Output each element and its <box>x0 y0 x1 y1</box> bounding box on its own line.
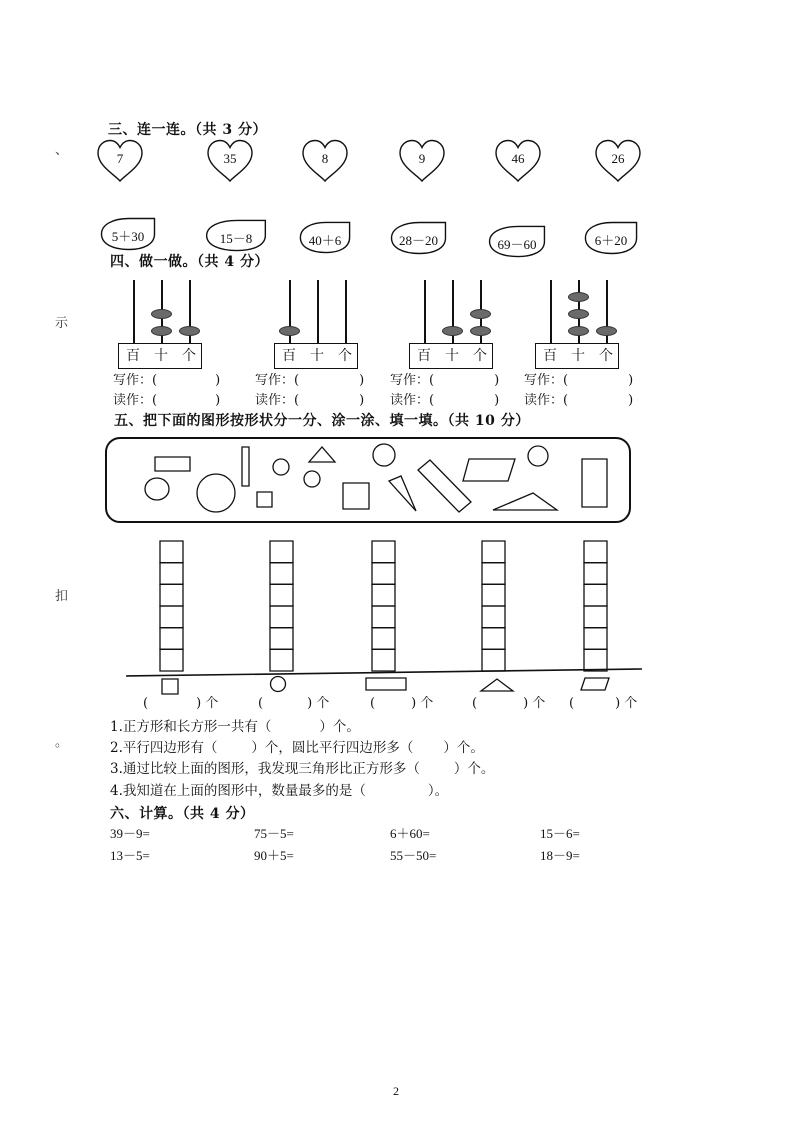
triangle-shape[interactable] <box>389 476 416 511</box>
place-label-tens: 十 <box>571 348 585 364</box>
section-title: 四、做一做。（共 4 分） <box>110 254 269 270</box>
question <box>110 761 494 777</box>
abacus-bead <box>568 292 589 302</box>
tally-cell[interactable] <box>584 649 607 671</box>
abacus-rod-tens <box>317 280 319 343</box>
heart-number: 7 <box>116 151 124 166</box>
abacus-bead <box>568 326 589 336</box>
tally-cell[interactable] <box>584 584 607 606</box>
tally-cell[interactable] <box>482 541 505 563</box>
shape-count-blank[interactable] <box>569 696 637 712</box>
abacus-bead <box>279 326 300 336</box>
question-text: ）个。 <box>443 740 484 756</box>
abacus-bead <box>596 326 617 336</box>
blank-open: ( <box>143 696 149 711</box>
tally-cell[interactable] <box>160 584 183 606</box>
question-text: 2.平行四边形有（ <box>110 740 218 756</box>
place-label-ones: 个 <box>182 348 196 364</box>
tally-cell[interactable] <box>160 541 183 563</box>
read-answer-line[interactable] <box>255 393 364 409</box>
abacus-rod-hundreds <box>550 280 552 343</box>
tally-cell[interactable] <box>372 628 395 650</box>
tally-cell[interactable] <box>482 649 505 671</box>
tally-cell[interactable] <box>482 584 505 606</box>
tally-cell[interactable] <box>372 649 395 671</box>
paren-close: ) <box>359 373 365 388</box>
abacus-rod-ones <box>345 280 347 343</box>
place-label-tens: 十 <box>310 348 324 364</box>
heart-number: 46 <box>511 151 525 166</box>
blank-open: ( <box>569 696 575 711</box>
abacus-bead <box>568 309 589 319</box>
question <box>110 740 484 756</box>
write-answer-line[interactable] <box>255 373 364 389</box>
shape-count-blank[interactable] <box>472 696 545 712</box>
blank-close: ) 个 <box>523 696 546 711</box>
margin-fragment-text: 、 <box>55 143 69 158</box>
triangle-shape[interactable] <box>493 493 557 510</box>
read-answer-line[interactable] <box>113 393 220 409</box>
place-value-box <box>274 343 358 369</box>
tally-columns <box>160 541 607 671</box>
expression-card[interactable] <box>390 221 447 255</box>
tally-cell[interactable] <box>372 563 395 585</box>
tally-cell[interactable] <box>482 606 505 628</box>
heart-card[interactable] <box>96 139 144 183</box>
abacus <box>118 278 202 369</box>
tally-cell[interactable] <box>160 628 183 650</box>
expression-card[interactable] <box>205 219 267 252</box>
expression-text: 40＋6 <box>308 232 342 248</box>
read-label: 读作：( <box>524 393 569 408</box>
question-text: 3.通过比较上面的图形，我发现三角形比正方形多（ <box>110 761 420 777</box>
blank-open: ( <box>472 696 478 711</box>
calc-problem[interactable]: 55－50= <box>390 848 437 863</box>
margin-fragment <box>55 316 69 332</box>
place-label-hundreds: 百 <box>543 348 557 364</box>
abacus-bead <box>470 326 491 336</box>
question-text: 1.正方形和长方形一共有（ <box>110 719 272 735</box>
write-answer-line[interactable] <box>113 373 220 389</box>
tally-cell[interactable] <box>160 563 183 585</box>
place-label-tens: 十 <box>445 348 459 364</box>
tally-cell[interactable] <box>584 541 607 563</box>
tally-cell[interactable] <box>160 606 183 628</box>
heart-card[interactable] <box>494 139 542 183</box>
margin-fragment <box>55 589 69 605</box>
place-value-box <box>118 343 202 369</box>
blank-open: ( <box>258 696 264 711</box>
margin-fragment <box>55 735 69 751</box>
place-label-ones: 个 <box>338 348 352 364</box>
circle-shape[interactable] <box>145 478 169 500</box>
paren-close: ) <box>215 393 221 408</box>
square-shape[interactable] <box>343 483 369 509</box>
heart-card[interactable] <box>398 139 446 183</box>
calc-problem[interactable]: 39－9= <box>110 826 150 841</box>
baseline <box>126 669 642 676</box>
question-text: 4.我知道在上面的图形中，数量最多的是（ <box>110 783 366 799</box>
expression-text: 28－20 <box>398 233 438 248</box>
calc-problem[interactable]: 15－6= <box>540 826 580 841</box>
tally-cell[interactable] <box>372 606 395 628</box>
margin-fragment-text: 扣 <box>55 589 69 604</box>
abacus-bead <box>179 326 200 336</box>
place-label-tens: 十 <box>154 348 168 364</box>
expression-text: 5＋30 <box>111 229 145 244</box>
parallelogram-shape[interactable] <box>463 459 515 481</box>
tally-column <box>482 541 505 671</box>
shape-panel <box>106 438 630 522</box>
tally-cell[interactable] <box>270 584 293 606</box>
tally-cell[interactable] <box>584 563 607 585</box>
abacus-bead <box>442 326 463 336</box>
shape-count-blank[interactable] <box>370 696 433 712</box>
tally-column <box>160 541 183 671</box>
tally-cell[interactable] <box>270 606 293 628</box>
read-answer-line[interactable] <box>390 393 499 409</box>
blank-close: ) 个 <box>307 696 330 711</box>
paren-close: ) <box>628 373 634 388</box>
tally-column <box>372 541 395 671</box>
paren-close: ) <box>215 373 221 388</box>
paren-close: ) <box>628 393 634 408</box>
blank-close: ) 个 <box>615 696 638 711</box>
question-text: ）个。 <box>319 719 360 735</box>
expression-text: 15－8 <box>219 230 253 246</box>
circle-icon <box>271 677 286 692</box>
expression-card[interactable] <box>584 221 638 255</box>
place-label-hundreds: 百 <box>126 348 140 364</box>
question-text: ）。 <box>427 783 449 799</box>
tally-cell[interactable] <box>372 584 395 606</box>
section-title: 五、把下面的图形按形状分一分、涂一涂、填一填。（共 10 分） <box>114 413 530 429</box>
section-title: 六、计算。（共 4 分） <box>110 806 255 822</box>
place-label-ones: 个 <box>599 348 613 364</box>
abacus-rod-hundreds <box>424 280 426 343</box>
tally-cell[interactable] <box>270 541 293 563</box>
write-label: 写作：( <box>113 373 158 388</box>
triangle-shape[interactable] <box>309 447 335 462</box>
blank-close: ) 个 <box>411 696 434 711</box>
square-icon <box>162 679 178 694</box>
shape-count-blank[interactable] <box>143 696 218 712</box>
tally-cell[interactable] <box>482 563 505 585</box>
question-text: ）个，圆比平行四边形多（ <box>251 740 414 756</box>
abacus-bead <box>151 309 172 319</box>
margin-fragment <box>55 143 69 159</box>
expression-text: 69－60 <box>497 236 537 252</box>
tally-cell[interactable] <box>270 563 293 585</box>
triangle-icon <box>481 679 513 691</box>
place-value-box <box>535 343 619 369</box>
paren-close: ) <box>359 393 365 408</box>
circle-shape[interactable] <box>528 446 548 466</box>
expression-card[interactable] <box>488 225 546 258</box>
tally-cell[interactable] <box>160 649 183 671</box>
abacus <box>535 278 619 369</box>
place-label-hundreds: 百 <box>282 348 296 364</box>
tally-column <box>584 541 607 671</box>
circle-shape[interactable] <box>273 459 289 475</box>
parallelogram-icon <box>581 678 609 690</box>
heart-number: 8 <box>321 151 329 166</box>
margin-fragment-text: 示 <box>55 316 69 331</box>
abacus-bead <box>151 326 172 336</box>
place-label-ones: 个 <box>473 348 487 364</box>
abacus <box>274 278 358 369</box>
question <box>110 719 360 735</box>
heart-card[interactable] <box>594 139 642 183</box>
tally-cell[interactable] <box>372 541 395 563</box>
tally-cell[interactable] <box>584 628 607 650</box>
tally-cell[interactable] <box>482 628 505 650</box>
square-shape[interactable] <box>257 492 272 507</box>
tally-column <box>270 541 293 671</box>
calc-problem[interactable]: 90＋5= <box>254 848 294 863</box>
write-label: 写作：( <box>524 373 569 388</box>
rectangle-icon <box>366 678 406 690</box>
heart-number: 35 <box>223 151 237 166</box>
tally-cell[interactable] <box>270 649 293 671</box>
question <box>110 783 448 799</box>
write-label: 写作：( <box>255 373 300 388</box>
circle-shape[interactable] <box>304 471 320 487</box>
tally-cell[interactable] <box>270 628 293 650</box>
calc-problem[interactable]: 6＋60= <box>390 826 430 841</box>
blank-close: ) 个 <box>196 696 219 711</box>
place-value-box <box>409 343 493 369</box>
abacus <box>409 278 493 369</box>
write-answer-line[interactable] <box>524 373 633 389</box>
read-label: 读作：( <box>255 393 300 408</box>
write-answer-line[interactable] <box>390 373 499 389</box>
calc-problem[interactable]: 75－5= <box>254 826 294 841</box>
question-text: ）个。 <box>453 761 495 777</box>
write-label: 写作：( <box>390 373 435 388</box>
rectangle-shape[interactable] <box>155 457 190 471</box>
tally-cell[interactable] <box>584 606 607 628</box>
page-number: 2 <box>393 1084 399 1098</box>
rectangle-shape[interactable] <box>242 447 249 486</box>
place-label-hundreds: 百 <box>417 348 431 364</box>
expression-card[interactable] <box>100 217 156 251</box>
paren-close: ) <box>494 393 500 408</box>
rectangle-shape[interactable] <box>582 459 607 507</box>
read-answer-line[interactable] <box>524 393 633 409</box>
abacus-rod-hundreds <box>133 280 135 343</box>
read-label: 读作：( <box>390 393 435 408</box>
calc-problem[interactable]: 13－5= <box>110 848 150 863</box>
expression-text: 6＋20 <box>594 233 628 248</box>
section-title: 三、连一连。（共 3 分） <box>108 122 267 138</box>
heart-number: 9 <box>418 151 426 166</box>
abacus-bead <box>470 309 491 319</box>
shape-count-blank[interactable] <box>258 696 329 712</box>
heart-number: 26 <box>611 151 625 166</box>
expression-card[interactable] <box>299 221 351 254</box>
heart-card[interactable] <box>206 139 254 183</box>
paren-close: ) <box>494 373 500 388</box>
rectangle-shape[interactable] <box>418 460 471 512</box>
circle-shape[interactable] <box>373 444 395 466</box>
calc-problem[interactable]: 18－9= <box>540 848 580 863</box>
circle-shape[interactable] <box>197 474 235 512</box>
read-label: 读作：( <box>113 393 158 408</box>
blank-open: ( <box>370 696 376 711</box>
margin-fragment-text: 。 <box>55 735 69 750</box>
heart-card[interactable] <box>301 139 349 183</box>
